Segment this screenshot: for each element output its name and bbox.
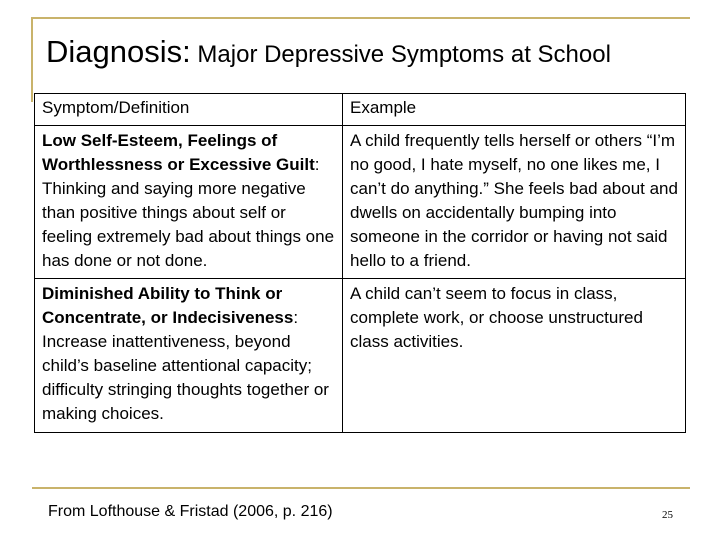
symptom-definition: : Increase inattentiveness, beyond child’s baseline attentional capacity; difficulty stringing thoughts together or making choices. — [42, 308, 329, 423]
symptom-cell — [35, 126, 343, 279]
header-example: Example — [343, 94, 686, 126]
symptoms-table — [34, 93, 686, 433]
example-cell: A child frequently tells herself or others “I’m no good, I hate myself, no one likes me, I can’t do anything.” She feels bad about and dwells on accidentally bumping into someone in the corridor or having not said hello to a friend. — [343, 126, 686, 279]
left-decorative-rule — [31, 17, 33, 102]
example-cell: A child can’t seem to focus in class, complete work, or choose unstructured class activities. — [343, 279, 686, 433]
source-citation: From Lofthouse & Fristad (2006, p. 216) — [48, 503, 333, 520]
slide-title — [46, 32, 706, 75]
top-decorative-rule — [32, 17, 690, 19]
symptom-definition: : Thinking and saying more negative than positive things about self or feeling extremely bad about things one has done or not done. — [42, 155, 335, 270]
symptom-term: Diminished Ability to Think or Concentrate, or Indecisiveness — [42, 284, 294, 327]
bottom-decorative-rule — [32, 487, 690, 489]
symptom-term: Low Self-Esteem, Feelings of Worthlessness or Excessive Guilt — [42, 131, 315, 174]
table-row — [35, 126, 686, 279]
header-symptom-definition: Symptom/Definition — [35, 94, 343, 126]
title-part-1: Diagnosis: — [46, 34, 191, 69]
table-header-row — [35, 94, 686, 126]
symptom-cell — [35, 279, 343, 433]
title-part-2: Major Depressive Symptoms at School — [197, 41, 611, 68]
table-row — [35, 279, 686, 433]
page-number: 25 — [662, 509, 673, 521]
